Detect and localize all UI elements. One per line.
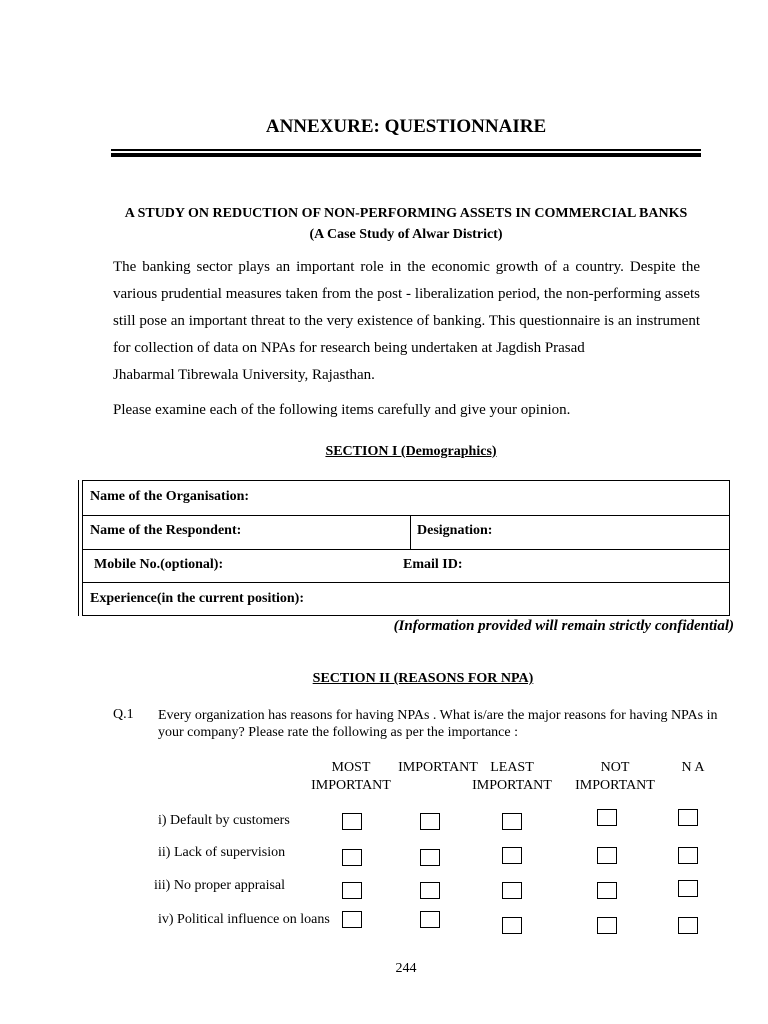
rating-checkbox[interactable] [597, 809, 617, 826]
rating-checkbox[interactable] [502, 917, 522, 934]
rating-checkbox[interactable] [597, 847, 617, 864]
column-label: MOST [331, 760, 371, 775]
rating-checkbox[interactable] [342, 849, 362, 866]
rating-checkbox[interactable] [597, 882, 617, 899]
column-label: N A [681, 760, 705, 775]
page-title: ANNEXURE: QUESTIONNAIRE [265, 116, 547, 137]
intro-paragraph [113, 254, 700, 389]
study-heading [0, 203, 768, 245]
column-not-important [565, 759, 665, 795]
question-text: Every organization has reasons for having NPAs . What is/are the major reasons for having NPAs in your company? Please rate the following as per the importance : [158, 708, 718, 740]
rating-checkbox[interactable] [678, 917, 698, 934]
study-title: A STUDY ON REDUCTION OF NON-PERFORMING ASSETS IN COMMERCIAL BANKS [124, 206, 688, 221]
email-field[interactable]: Email ID: [403, 557, 463, 572]
column-label: IMPORTANT [472, 778, 552, 793]
item-label: ii) Lack of supervision [158, 845, 286, 860]
experience-field[interactable]: Experience(in the current position): [90, 591, 304, 606]
page-number: 244 [395, 961, 417, 976]
rating-checkbox[interactable] [502, 882, 522, 899]
item-label: iv) Political influence on loans [158, 912, 330, 927]
column-least-important [462, 759, 562, 795]
question-number: Q.1 [113, 707, 134, 722]
organisation-field[interactable]: Name of the Organisation: [90, 489, 250, 504]
column-label: IMPORTANT [575, 778, 655, 793]
intro-body: The banking sector plays an important role in the economic growth of a country. Despite the various prudential measures taken from the post - liberalization period, the non-performing assets still pose an important threat to the very existence of banking. This questionnaire is an instrument for collection of data on NPAs for research being undertaken at Jagdish Prasad [113, 259, 700, 356]
section2-heading: SECTION II (REASONS FOR NPA) [312, 671, 534, 686]
column-label: NOT [600, 760, 630, 775]
column-na [668, 759, 718, 777]
rating-checkbox[interactable] [502, 847, 522, 864]
rating-checkbox[interactable] [678, 880, 698, 897]
rating-checkbox[interactable] [597, 917, 617, 934]
rating-checkbox[interactable] [502, 813, 522, 830]
column-label: IMPORTANT [311, 778, 391, 793]
rating-checkbox[interactable] [420, 911, 440, 928]
confidential-note: (Information provided will remain strictly confidential) [393, 618, 734, 634]
rating-checkbox[interactable] [678, 809, 698, 826]
title-rule-thick [111, 153, 701, 157]
item-label: iii) No proper appraisal [154, 878, 286, 893]
item-label: i) Default by customers [158, 813, 290, 828]
rating-checkbox[interactable] [678, 847, 698, 864]
table-row-divider [83, 515, 729, 516]
rating-checkbox[interactable] [342, 882, 362, 899]
column-label: IMPORTANT [398, 760, 478, 775]
intro-last-line: Jhabarmal Tibrewala University, Rajasthan. [113, 367, 375, 383]
rating-checkbox[interactable] [342, 911, 362, 928]
designation-field[interactable]: Designation: [417, 523, 493, 538]
column-label: LEAST [490, 760, 534, 775]
section1-heading: SECTION I (Demographics) [325, 444, 497, 459]
column-most-important [300, 759, 402, 795]
table-row-divider [83, 582, 729, 583]
respondent-field[interactable]: Name of the Respondent: [90, 523, 242, 538]
title-rule-thin [111, 149, 701, 151]
rating-checkbox[interactable] [420, 813, 440, 830]
instruction-text: Please examine each of the following items carefully and give your opinion. [113, 402, 571, 418]
table-row-divider [83, 549, 729, 550]
table-column-divider [410, 515, 411, 549]
demographics-table [82, 480, 730, 616]
rating-checkbox[interactable] [420, 849, 440, 866]
rating-checkbox[interactable] [420, 882, 440, 899]
study-subtitle: (A Case Study of Alwar District) [309, 227, 503, 242]
mobile-field[interactable]: Mobile No.(optional): [94, 557, 224, 572]
rating-checkbox[interactable] [342, 813, 362, 830]
